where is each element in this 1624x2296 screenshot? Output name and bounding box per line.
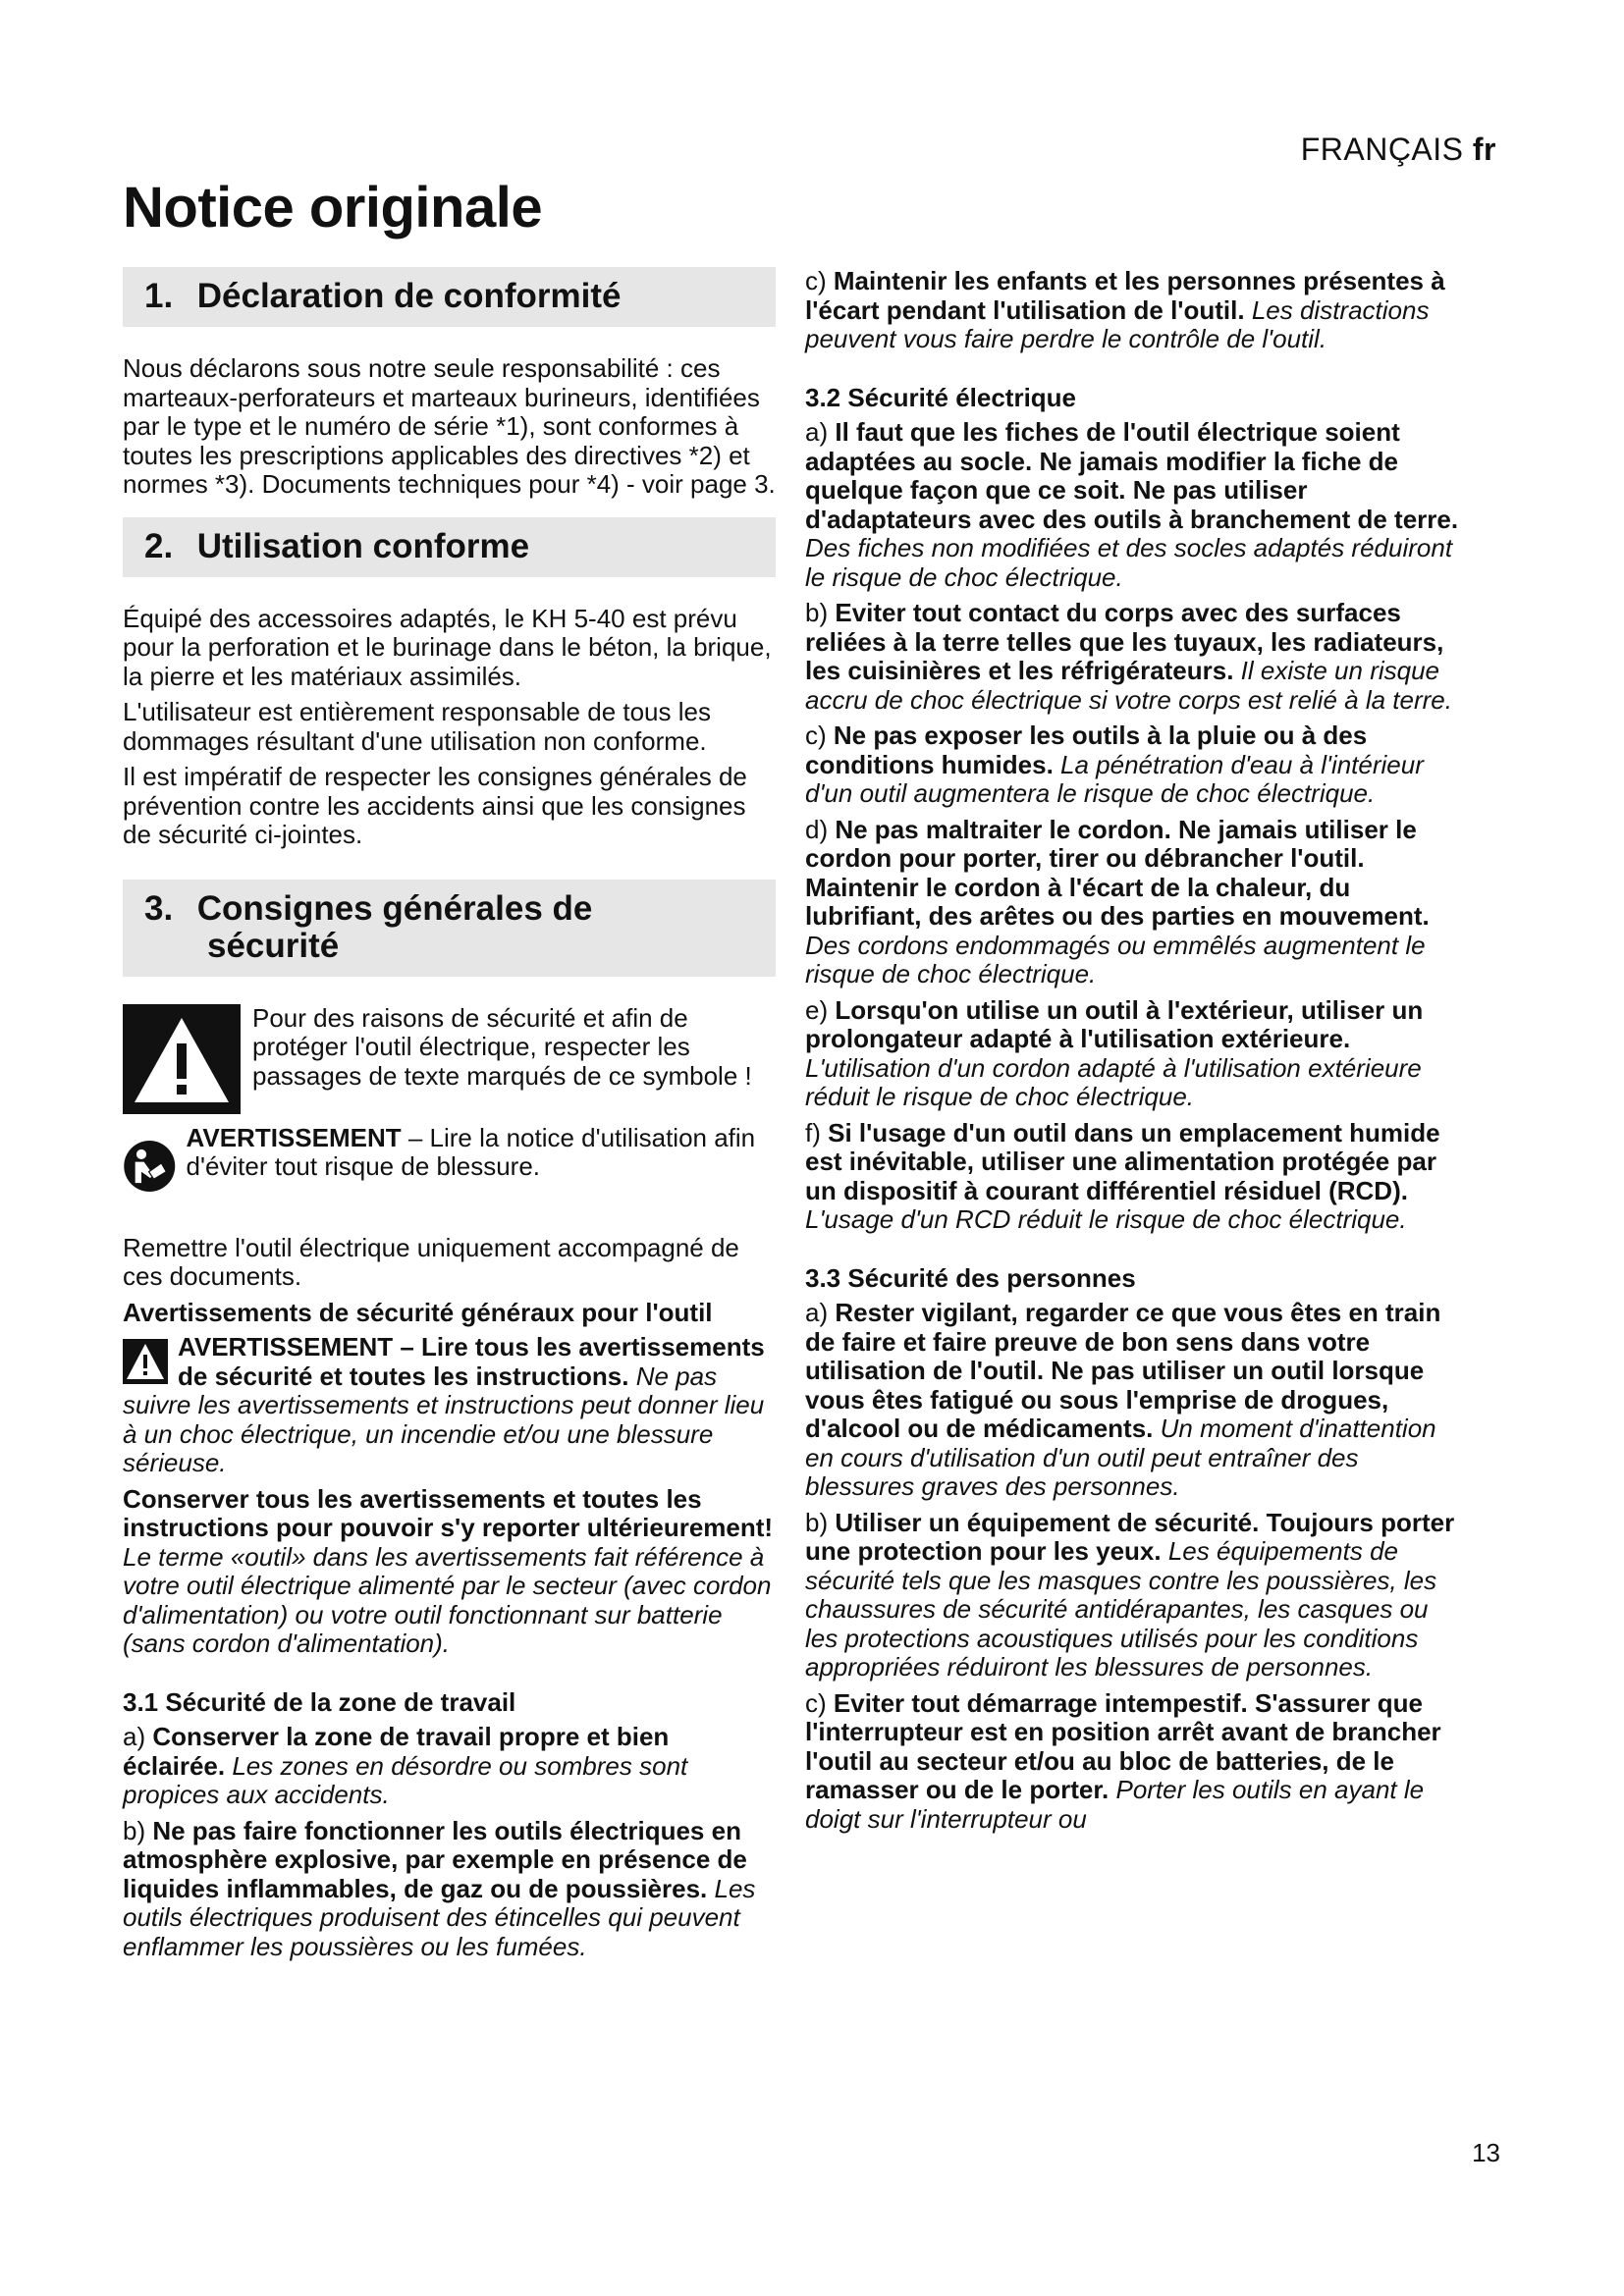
- section-3-number: 3.: [144, 888, 174, 928]
- section-2-title: Utilisation conforme: [196, 526, 530, 565]
- section-3-2-item-a: a) Il faut que les fiches de l'outil électrique soient adaptées au socle. Ne jamais modifier la fiche de quelque façon que ce soit. Ne pas utiliser d'adaptateurs avec des outils à branchement de terre. Des fiches non modifiées et des socles adaptés réduiront le risque de choc électrique.: [805, 417, 1459, 592]
- general-warning-paragraph: AVERTISSEMENT – Lire tous les avertissements de sécurité et toutes les instructions. Ne pas suivre les avertissements et instructions peut donner lieu à un choc électrique, un incendie et/ou une blessure sérieuse.: [123, 1332, 765, 1477]
- section-3-1-item-b: b) Ne pas faire fonctionner les outils électriques en atmosphère explosive, par exemple en présence de liquides inflammables, de gaz ou de poussières. Les outils électriques produisent des étincelles qui peuvent enflammer les poussières ou les fumées.: [123, 1815, 756, 1961]
- general-warnings-heading: Avertissements de sécurité généraux pour l'outil: [123, 1297, 713, 1327]
- section-3-3-item-a: a) Rester vigilant, regarder ce que vous êtes en train de faire et faire preuve de bon sens dans votre utilisation de l'outil. Ne pas utiliser un outil lorsque vous êtes fatigué ou sous l'emprise de drogues, d'alcool ou de médicaments. Un moment d'inattention en cours d'utilisation d'un outil peut entraîner des blessures graves des personnes.: [805, 1298, 1441, 1501]
- section-3-2-item-b: b) Eviter tout contact du corps avec des surfaces reliées à la terre telles que les tuyaux, les radiateurs, les cuisinières et les réfrigérateurs. Il existe un risque accru de choc électrique si votre corps est relié à la terre.: [805, 598, 1452, 715]
- right-column: [805, 267, 1463, 1841]
- section-1-heading: [123, 267, 776, 327]
- language-label: FRANÇAIS: [1300, 132, 1464, 167]
- language-header: [1301, 132, 1496, 168]
- warning-symbol-text: Pour des raisons de sécurité et afin de protéger l'outil électrique, respecter les passages de texte marqués de ce symbole !: [252, 1002, 752, 1091]
- warning-triangle-icon: [123, 1004, 241, 1114]
- section-3-1-heading: 3.1 Sécurité de la zone de travail: [123, 1686, 516, 1717]
- section-3-heading: [123, 880, 776, 977]
- section-2-number: 2.: [144, 526, 174, 565]
- page-number: 13: [1472, 2138, 1500, 2167]
- section-3-1-item-a: a) Conserver la zone de travail propre et bien éclairée. Les zones en désordre ou sombres sont propices aux accidents.: [123, 1722, 688, 1809]
- small-warning-icon: [123, 1339, 168, 1384]
- document-title: Notice originale: [123, 176, 543, 240]
- section-3-2-heading: 3.2 Sécurité électrique: [805, 382, 1077, 412]
- section-3-3-heading: 3.3 Sécurité des personnes: [805, 1262, 1136, 1293]
- read-manual-text: AVERTISSEMENT – Lire la notice d'utilisation afin d'éviter tout risque de blessure.: [186, 1122, 756, 1181]
- section-3-2-item-d: d) Ne pas maltraiter le cordon. Ne jamais utiliser le cordon pour porter, tirer ou débrancher l'outil. Maintenir le cordon à l'écart de la chaleur, du lubrifiant, des arêtes ou des parties en mouvement. Des cordons endommagés ou emmêlés augmentent le risque de choc électrique.: [805, 814, 1430, 988]
- section-2-paragraph-3: Il est impératif de respecter les consignes générales de prévention contre les accidents ainsi que les consignes de sécurité ci-jointes.: [123, 762, 747, 849]
- left-column: [123, 267, 776, 1968]
- hand-over-documents: Remettre l'outil électrique uniquement accompagné de ces documents.: [123, 1232, 739, 1291]
- section-3-3-item-c: c) Eviter tout démarrage intempestif. S'assurer que l'interrupteur est en position arrêt avant de brancher l'outil au secteur et/ou au bloc de batteries, de le ramasser ou de le porter. Porter les outils en ayant le doigt sur l'interrupteur ou: [805, 1687, 1441, 1834]
- language-code: fr: [1472, 132, 1496, 167]
- section-1-number: 1.: [144, 277, 174, 315]
- read-manual-note: [123, 1124, 776, 1208]
- section-3-2-item-c: c) Ne pas exposer les outils à la pluie ou à des conditions humides. La pénétration d'eau à l'intérieur d'un outil augmentera le risque de choc électrique.: [805, 721, 1424, 808]
- section-2-heading: [123, 517, 776, 577]
- section-1-body: Nous déclarons sous notre seule responsabilité : ces marteaux-perforateurs et marteaux burineurs, identifiées par le type et le numéro de série *1), sont conformes à toutes les prescriptions applicables des directives *2) et normes *3). Documents techniques pour *4) - voir page 3.: [123, 353, 776, 499]
- section-3-3-item-b: b) Utiliser un équipement de sécurité. Toujours porter une protection pour les yeux. Les équipements de sécurité tels que les masques contre les poussières, les chaussures de sécurité antidérapantes, les casques ou les protections acoustiques utilisés pour les conditions appropriées réduiront les blessures de personnes.: [805, 1507, 1455, 1682]
- section-3-title-line-1: Consignes générales de: [196, 888, 593, 928]
- read-manual-icon: [123, 1124, 177, 1208]
- section-1-title: Déclaration de conformité: [196, 277, 622, 315]
- section-3-2-item-e: e) Lorsqu'on utilise un outil à l'extérieur, utiliser un prolongateur adapté à l'utilisation extérieure. L'utilisation d'un cordon adapté à l'utilisation extérieure réduit le risque de choc électrique.: [805, 994, 1424, 1111]
- warning-symbol-note: [123, 1004, 776, 1114]
- section-2-paragraph-1: Équipé des accessoires adaptés, le KH 5-40 est prévu pour la perforation et le burinage dans le béton, la brique, la pierre et les matériaux assimilés.: [123, 603, 772, 691]
- section-3-1-item-c: c) Maintenir les enfants et les personnes présentes à l'écart pendant l'utilisation de l'outil. Les distractions peuvent vous faire perdre le contrôle de l'outil.: [805, 266, 1445, 353]
- section-3-2-item-f: f) Si l'usage d'un outil dans un emplacement humide est inévitable, utiliser une alimentation protégée par un dispositif à courant différentiel résiduel (RCD). L'usage d'un RCD réduit le risque de choc électrique.: [805, 1117, 1440, 1234]
- keep-instructions-paragraph: Conserver tous les avertissements et toutes les instructions pour pouvoir s'y reporter ultérieurement! Le terme «outil» dans les avertissements fait référence à votre outil électrique alimenté par le secteur (avec cordon d'alimentation) ou votre outil fonctionnant sur batterie (sans cordon d'alimentation).: [123, 1483, 774, 1658]
- section-3-title-line-2: sécurité: [207, 926, 340, 965]
- section-2-paragraph-2: L'utilisateur est entièrement responsable de tous les dommages résultant d'une utilisation non conforme.: [123, 697, 711, 756]
